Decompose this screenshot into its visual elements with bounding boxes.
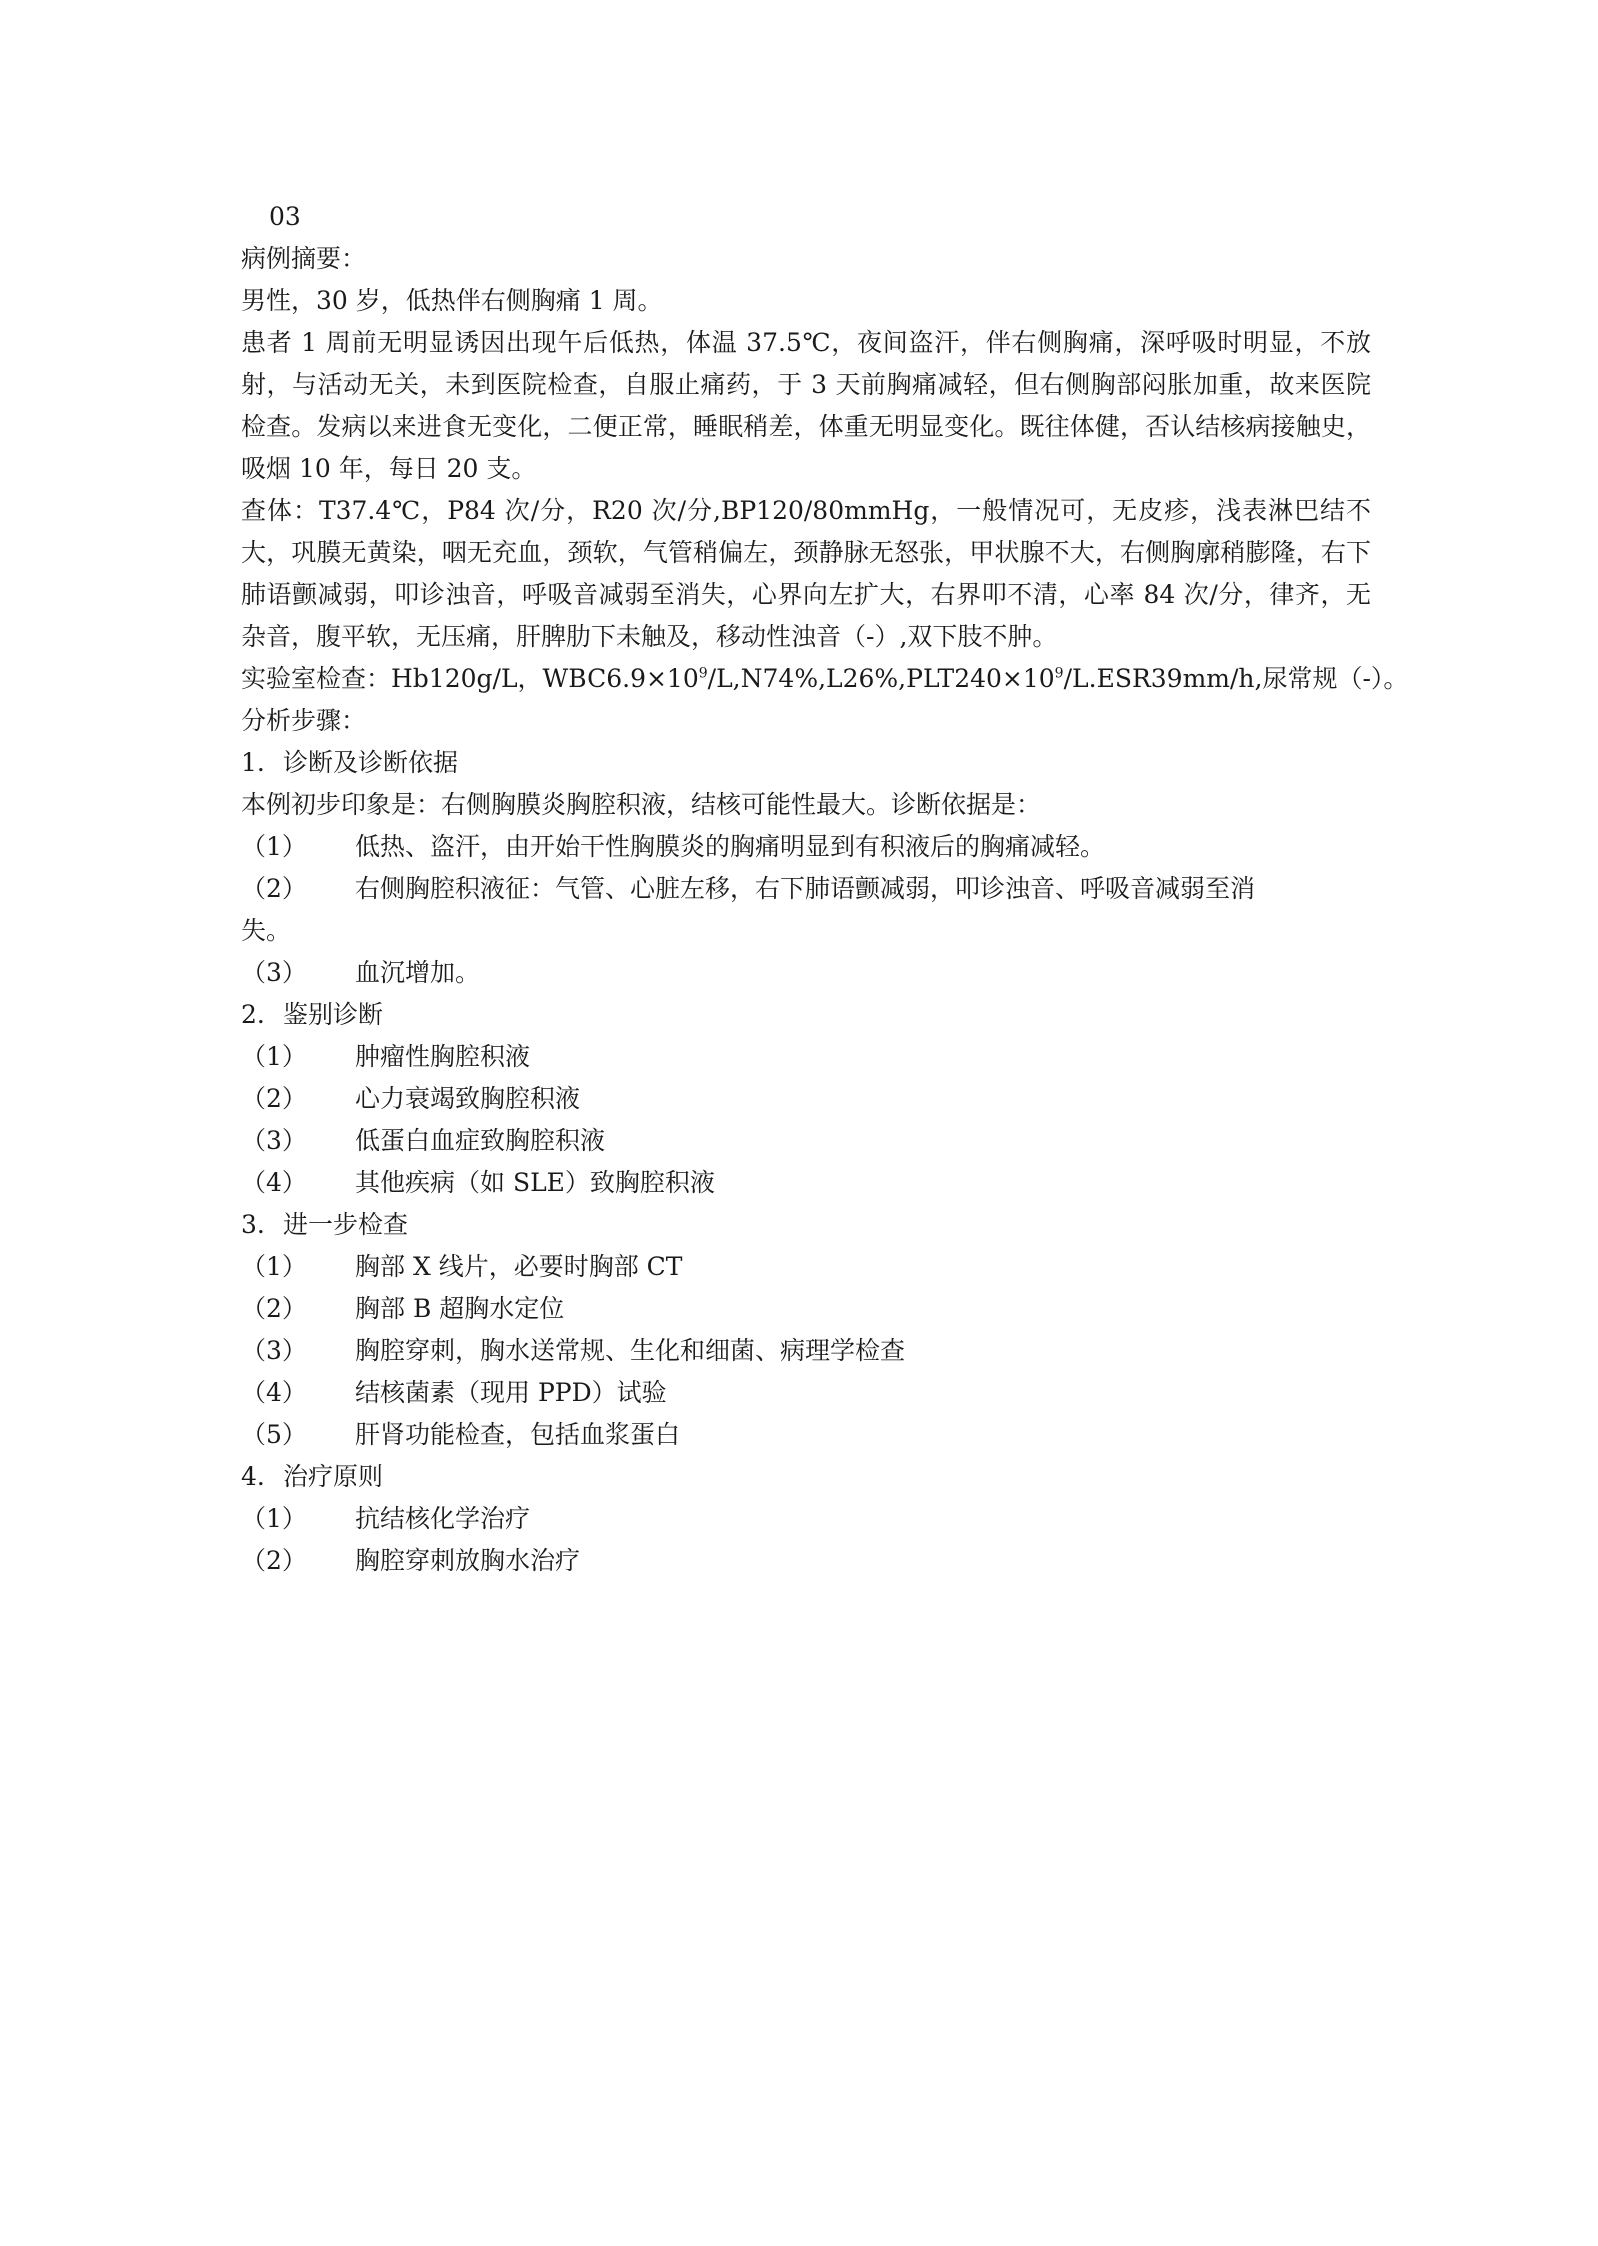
item-text: 抗结核化学治疗 <box>355 1504 531 1533</box>
section-heading <box>241 742 1371 784</box>
item-text: 肝肾功能检查，包括血浆蛋白 <box>355 1420 681 1449</box>
section-title: 鉴别诊断 <box>283 1000 384 1029</box>
item-label: （2） <box>241 874 307 903</box>
physical-exam-paragraph: 查体：T37.4℃，P84 次/分，R20 次/分,BP120/80mmHg，一般情况可，无皮疹，浅表淋巴结不大，巩膜无黄染，咽无充血，颈软，气管稍偏左，颈静脉无怒张，甲状腺不大，右侧胸廓稍膨隆，右下肺语颤减弱，叩诊浊音，呼吸音减弱至消失，心界向左扩大，右界叩不清，心率 84 次/分，律齐，无杂音，腹平软，无压痛，肝脾肋下未触及，移动性浊音（-）,双下肢不肿。 <box>241 496 1371 651</box>
list-item <box>241 1246 1371 1288</box>
item-text: 肿瘤性胸腔积液 <box>355 1042 531 1071</box>
section-heading <box>241 994 1371 1036</box>
item-text: 血沉增加。 <box>355 958 481 987</box>
lab-exponent-2: 9 <box>1054 665 1064 682</box>
section-heading <box>241 1456 1371 1498</box>
list-item <box>241 1162 1371 1204</box>
item-label: （2） <box>241 1294 307 1323</box>
list-item <box>241 1078 1371 1120</box>
item-label: （5） <box>241 1420 307 1449</box>
item-text: 胸部 X 线片，必要时胸部 CT <box>355 1252 683 1281</box>
item-text: 其他疾病（如 SLE）致胸腔积液 <box>355 1168 715 1197</box>
section-intro: 本例初步印象是：右侧胸膜炎胸腔积液，结核可能性最大。诊断依据是： <box>241 790 1042 819</box>
item-text: 低蛋白血症致胸腔积液 <box>355 1126 606 1155</box>
section-number: 4. <box>241 1462 265 1491</box>
item-label: （2） <box>241 1084 307 1113</box>
list-item <box>241 952 1371 994</box>
item-text: 胸腔穿刺放胸水治疗 <box>355 1546 581 1575</box>
list-item <box>241 1330 1371 1372</box>
list-item <box>241 1288 1371 1330</box>
item-text: 心力衰竭致胸腔积液 <box>355 1084 581 1113</box>
item-label: （2） <box>241 1546 307 1575</box>
item-text: 结核菌素（现用 PPD）试验 <box>355 1378 667 1407</box>
list-item <box>241 1540 1371 1582</box>
item-text: 右侧胸腔积液征：气管、心脏左移，右下肺语颤减弱，叩诊浊音、呼吸音减弱至消 <box>355 874 1256 903</box>
history-paragraph: 患者 1 周前无明显诱因出现午后低热，体温 37.5℃，夜间盗汗，伴右侧胸痛，深呼吸时明显，不放射，与活动无关，未到医院检查，自服止痛药，于 3 天前胸痛减轻，但右侧胸部闷胀加重，故来医院检查。发病以来进食无变化，二便正常，睡眠稍差，体重无明显变化。既往体健，否认结核病接触史，吸烟 10 年，每日 20 支。 <box>241 328 1371 483</box>
item-label: （4） <box>241 1378 307 1407</box>
list-item <box>241 1036 1371 1078</box>
analysis-heading: 分析步骤： <box>241 706 367 735</box>
section-number: 3. <box>241 1210 265 1239</box>
section-number: 2. <box>241 1000 265 1029</box>
item-label: （1） <box>241 1504 307 1533</box>
list-item <box>241 1498 1371 1540</box>
item-label: （4） <box>241 1168 307 1197</box>
section-number: 1. <box>241 748 265 777</box>
section-title: 治疗原则 <box>283 1462 384 1491</box>
lab-results <box>241 658 1409 700</box>
list-item <box>241 1372 1371 1414</box>
item-label: （3） <box>241 1126 307 1155</box>
item-label: （1） <box>241 832 307 861</box>
list-item <box>241 1414 1371 1456</box>
list-item <box>241 868 1371 910</box>
item-text: 低热、盗汗，由开始干性胸膜炎的胸痛明显到有积液后的胸痛减轻。 <box>355 832 1106 861</box>
section-heading <box>241 1204 1371 1246</box>
item-label: （3） <box>241 958 307 987</box>
item-text: 胸部 B 超胸水定位 <box>355 1294 565 1323</box>
list-item <box>241 1120 1371 1162</box>
list-item-continuation: 失。 <box>241 916 292 945</box>
lab-exponent-1: 9 <box>698 665 708 682</box>
list-item <box>241 826 1371 868</box>
item-label: （1） <box>241 1042 307 1071</box>
lab-text-prefix: 实验室检查：Hb120g/L，WBC6.9×10 <box>241 664 699 693</box>
section-title: 进一步检查 <box>283 1210 409 1239</box>
lab-text-suffix: /L.ESR39mm/h,尿常规（-）。 <box>1063 664 1409 693</box>
summary-heading: 病例摘要： <box>241 244 367 273</box>
document-page <box>241 196 1409 1582</box>
item-label: （1） <box>241 1252 307 1281</box>
chief-complaint: 男性，30 岁，低热伴右侧胸痛 1 周。 <box>241 286 663 315</box>
section-title: 诊断及诊断依据 <box>283 748 459 777</box>
item-text: 胸腔穿刺，胸水送常规、生化和细菌、病理学检查 <box>355 1336 906 1365</box>
item-label: （3） <box>241 1336 307 1365</box>
lab-text-middle: /L,N74%,L26%,PLT240×10 <box>707 664 1055 693</box>
case-number: 03 <box>269 202 301 231</box>
